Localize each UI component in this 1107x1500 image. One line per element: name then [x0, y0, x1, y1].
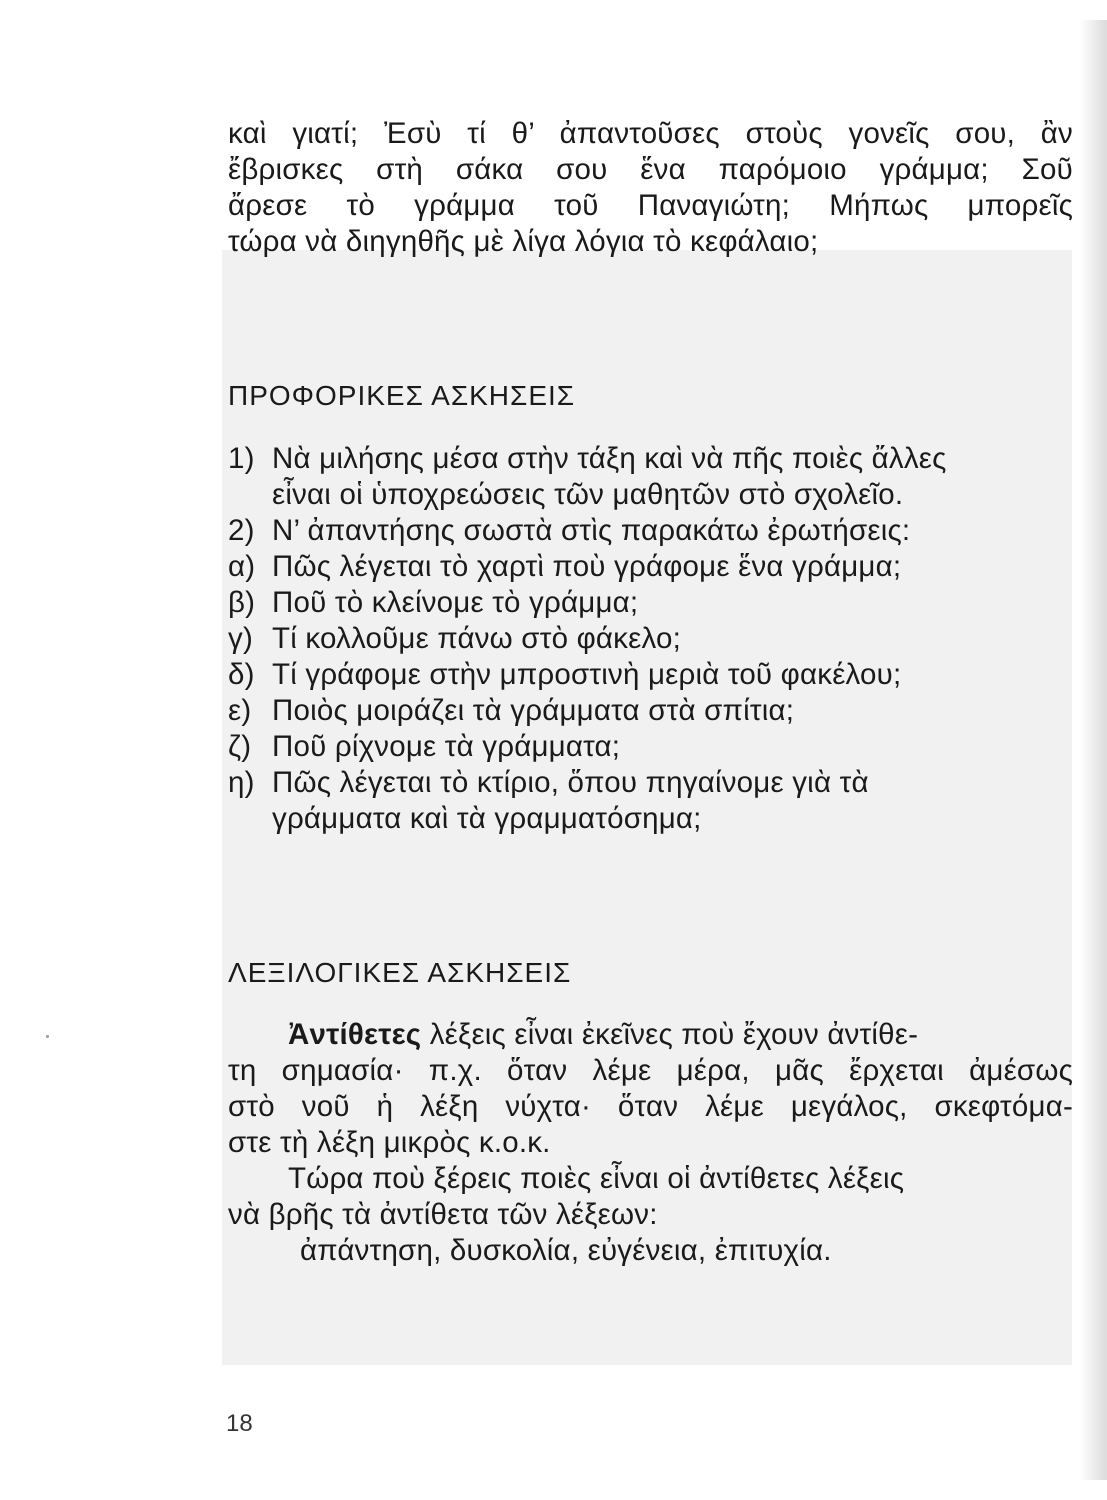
item-text: Πῶς λέγεται τὸ κτίριο, ὅπου πηγαίνομε γιὰ τὰ: [272, 766, 869, 799]
vocab-line: στε τὴ λέξη μικρὸς κ.ο.κ.: [228, 1126, 551, 1159]
vocabulary-paragraph: [228, 1017, 1073, 1269]
item-number: γ): [228, 622, 253, 655]
vocabulary-exercises-heading: ΛΕΞΙΛΟΓΙΚΕΣ ΑΣΚΗΣΕΙΣ: [228, 957, 572, 988]
item-number: δ): [228, 658, 255, 691]
vocab-line-rest: λέξεις εἶναι ἐκεῖνες ποὺ ἔχουν ἀντίθε-: [429, 1018, 919, 1051]
item-continuation: εἶναι οἱ ὑποχρεώσεις τῶν μαθητῶν στὸ σχολεῖο.: [272, 478, 904, 511]
oral-exercises-heading: ΠΡΟΦΟΡΙΚΕΣ ΑΣΚΗΣΕΙΣ: [228, 380, 576, 411]
list-item: [228, 513, 1073, 549]
list-item: [228, 549, 1073, 585]
item-number: α): [228, 550, 256, 583]
item-text: Τί γράφομε στὴν μπροστινὴ μεριὰ τοῦ φακέλου;: [272, 658, 902, 691]
item-continuation: γράμματα καὶ τὰ γραμματόσημα;: [272, 802, 702, 835]
vocab-line: νὰ βρῆς τὰ ἀντίθετα τῶν λέξεων:: [228, 1198, 658, 1231]
vocab-line: Τώρα ποὺ ξέρεις ποιὲς εἶναι οἱ ἀντίθετες λέξεις: [288, 1162, 905, 1195]
item-text: Νὰ μιλήσης μέσα στὴν τάξη καὶ νὰ πῆς ποιὲς ἄλλες: [272, 442, 947, 475]
vocab-line: στὸ νοῦ ἡ λέξη νύχτα· ὅταν λέμε μεγάλος, σκεφτόμα-: [228, 1090, 1073, 1123]
list-item: [228, 657, 1073, 693]
item-number: ε): [228, 694, 252, 727]
item-text: Ποιὸς μοιράζει τὰ γράμματα στὰ σπίτια;: [272, 694, 795, 727]
vocab-line: τη σημασία· π.χ. ὅταν λέμε μέρα, μᾶς ἔρχεται ἀμέσως: [228, 1054, 1073, 1087]
intro-line: ἔβρισκες στὴ σάκα σου ἕνα παρόμοιο γράμμα; Σοῦ: [228, 153, 1073, 186]
vocab-line: [228, 1017, 1073, 1053]
term-antonyms: Ἀντίθετες: [288, 1018, 422, 1051]
item-text: Ποῦ ρίχνομε τὰ γράμματα;: [272, 730, 621, 763]
list-item: [228, 765, 1073, 801]
list-item: [228, 441, 1073, 477]
item-number: β): [228, 586, 256, 619]
list-item: [228, 585, 1073, 621]
list-item: [228, 693, 1073, 729]
list-item: [228, 621, 1073, 657]
page-number: 18: [226, 1410, 253, 1437]
vocab-line: ἀπάντηση, δυσκολία, εὐγένεια, ἐπιτυχία.: [300, 1234, 832, 1267]
item-number: 1): [228, 442, 255, 475]
intro-line: τώρα νὰ διηγηθῆς μὲ λίγα λόγια τὸ κεφάλαιο;: [228, 225, 819, 258]
oral-exercises-list: [228, 441, 1073, 837]
intro-line: καὶ γιατί; Ἐσὺ τί θ’ ἀπαντοῦσες στοὺς γονεῖς σου, ἂν: [228, 117, 1073, 150]
page-edge-shadow: [1080, 20, 1107, 1480]
item-text: Ποῦ τὸ κλείνομε τὸ γράμμα;: [272, 586, 639, 619]
item-text: Πῶς λέγεται τὸ χαρτὶ ποὺ γράφομε ἕνα γράμμα;: [272, 550, 902, 583]
item-number: η): [228, 766, 255, 799]
speck: [46, 1035, 49, 1038]
intro-paragraph: [228, 116, 1073, 260]
item-text: Τί κολλοῦμε πάνω στὸ φάκελο;: [272, 622, 681, 655]
intro-line: ἄρεσε τὸ γράμμα τοῦ Παναγιώτη; Μήπως μπορεῖς: [228, 189, 1073, 222]
item-number: ζ): [228, 730, 252, 763]
list-item: [228, 729, 1073, 765]
item-text: Ν’ ἀπαντήσης σωστὰ στὶς παρακάτω ἐρωτήσεις:: [272, 514, 911, 547]
item-number: 2): [228, 514, 255, 547]
